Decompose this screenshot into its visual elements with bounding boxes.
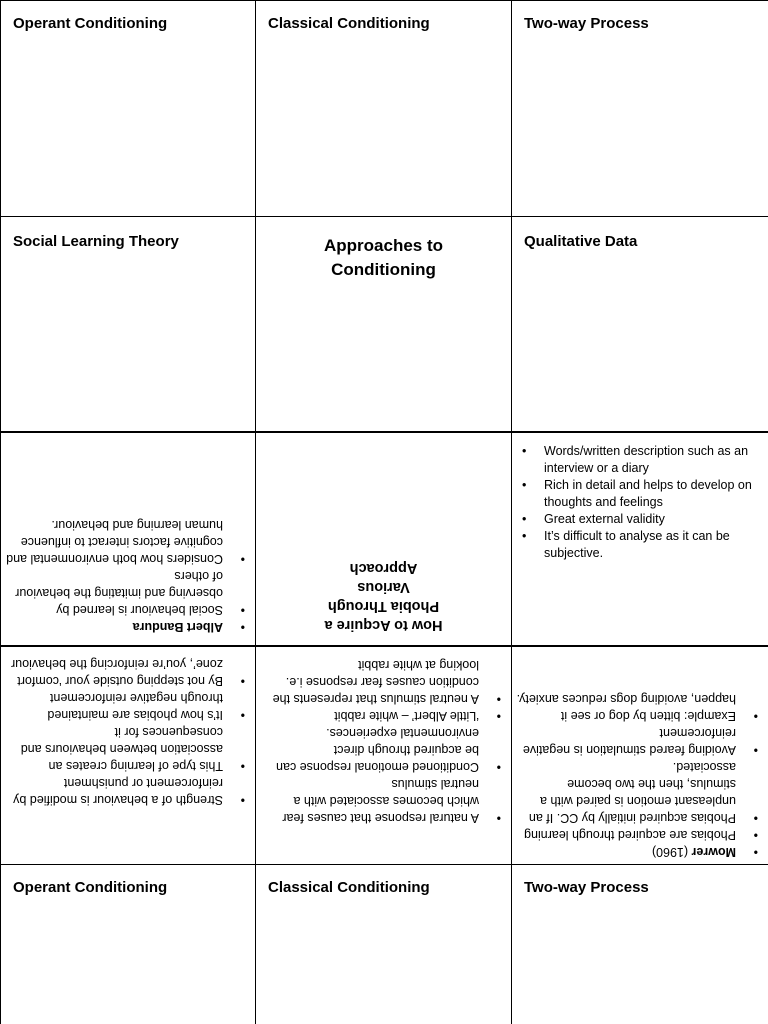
cell-classical-top bbox=[256, 0, 512, 217]
mowrer-year: (1960) bbox=[651, 845, 692, 859]
heading-classical-conditioning-bottom: Classical Conditioning bbox=[268, 879, 430, 896]
heading-operant-conditioning: Operant Conditioning bbox=[13, 15, 168, 32]
list-item: • This type of learning creates an association between behaviours and consequences for it bbox=[5, 723, 223, 774]
social-learning-notes-flipped bbox=[5, 516, 251, 635]
heading-social-learning-theory: Social Learning Theory bbox=[13, 233, 179, 250]
cell-social-learning-notes bbox=[0, 433, 256, 647]
list-item bbox=[5, 618, 223, 635]
list-item: • Considers how both environmental and cognitive factors interact to influence human learning and behaviour. bbox=[5, 516, 223, 567]
page-title bbox=[256, 234, 511, 282]
cell-operant-notes bbox=[0, 647, 256, 865]
cell-qualitative-data bbox=[512, 217, 768, 433]
list-item: • Example: bitten by dog or see it happen, avoiding dogs reduces anxiety. bbox=[516, 690, 736, 724]
list-item: • It’s difficult to analyse as it can be subjective. bbox=[544, 528, 764, 562]
heading-two-way-process: Two-way Process bbox=[524, 15, 649, 32]
social-learning-list bbox=[5, 516, 251, 635]
cell-twoway-bottom bbox=[512, 865, 768, 1024]
mowrer-label: Mowrer bbox=[691, 845, 736, 859]
list-item: • A neutral stimulus that represents the condition causes fear response i.e. looking at white rabbit bbox=[260, 656, 479, 707]
twoway-notes-flipped bbox=[516, 690, 764, 860]
list-item: • Phobias are acquired through learning bbox=[516, 826, 736, 843]
cell-classical-bottom bbox=[256, 865, 512, 1024]
phobia-title-line-1: How to Acquire a bbox=[324, 617, 443, 633]
albert-bandura-label: Albert Bandura bbox=[132, 620, 223, 634]
cell-twoway-notes bbox=[512, 647, 768, 865]
phobia-title-line-4: Approach bbox=[349, 560, 418, 576]
cell-classical-notes bbox=[256, 647, 512, 865]
cell-operant-top bbox=[0, 0, 256, 217]
list-item bbox=[516, 843, 736, 860]
cell-social-learning bbox=[0, 217, 256, 433]
operant-list bbox=[5, 655, 251, 808]
list-item: • Social behaviour is learned by observing and imitating the behaviour of others bbox=[5, 567, 223, 618]
classical-list bbox=[260, 656, 507, 826]
list-item: • It’s how phobias are maintained through negative reinforcement bbox=[5, 689, 223, 723]
cell-operant-bottom bbox=[0, 865, 256, 1024]
classical-notes-flipped bbox=[260, 656, 507, 826]
heading-classical-conditioning: Classical Conditioning bbox=[268, 15, 430, 32]
list-item: • Great external validity bbox=[544, 511, 764, 528]
heading-operant-conditioning-bottom: Operant Conditioning bbox=[13, 879, 168, 896]
twoway-list bbox=[516, 690, 764, 860]
qualitative-list bbox=[516, 443, 764, 562]
cell-phobia-title bbox=[256, 433, 512, 647]
qualitative-notes bbox=[516, 443, 764, 562]
cell-qualitative-notes bbox=[512, 433, 768, 647]
title-line-2: Conditioning bbox=[331, 260, 436, 279]
phobia-title-line-3: Various bbox=[357, 579, 410, 595]
list-item: • By not stepping outside your ‘comfort zone’, you’re reinforcing the behaviour bbox=[5, 655, 223, 689]
operant-notes-flipped bbox=[5, 655, 251, 808]
heading-two-way-process-bottom: Two-way Process bbox=[524, 879, 649, 896]
heading-qualitative-data: Qualitative Data bbox=[524, 233, 638, 250]
list-item: • Avoiding feared stimulation is negative reinforcement bbox=[516, 724, 736, 758]
list-item: • A natural response that causes fear which becomes associated with a neutral stimulus bbox=[260, 775, 479, 826]
list-item: • Conditioned emotional response can be acquired through direct environmental experiences. bbox=[260, 724, 479, 775]
phobia-title-flipped bbox=[256, 558, 511, 634]
list-item: • Strength of a behaviour is modified by reinforcement or punishment bbox=[5, 774, 223, 808]
cell-twoway-top bbox=[512, 0, 768, 217]
list-item: • Phobias acquired initially by CC. If an unpleasant emotion is paired with a stimulus, then the two become associated. bbox=[516, 758, 736, 826]
cell-approaches-title bbox=[256, 217, 512, 433]
phobia-title-line-2: Phobia Through bbox=[327, 598, 440, 614]
list-item: • Rich in detail and helps to develop on thoughts and feelings bbox=[544, 477, 764, 511]
title-line-1: Approaches to bbox=[323, 236, 444, 255]
list-item: • ‘Little Albert’ – white rabbit bbox=[260, 707, 479, 724]
list-item: • Words/written description such as an interview or a diary bbox=[544, 443, 764, 477]
